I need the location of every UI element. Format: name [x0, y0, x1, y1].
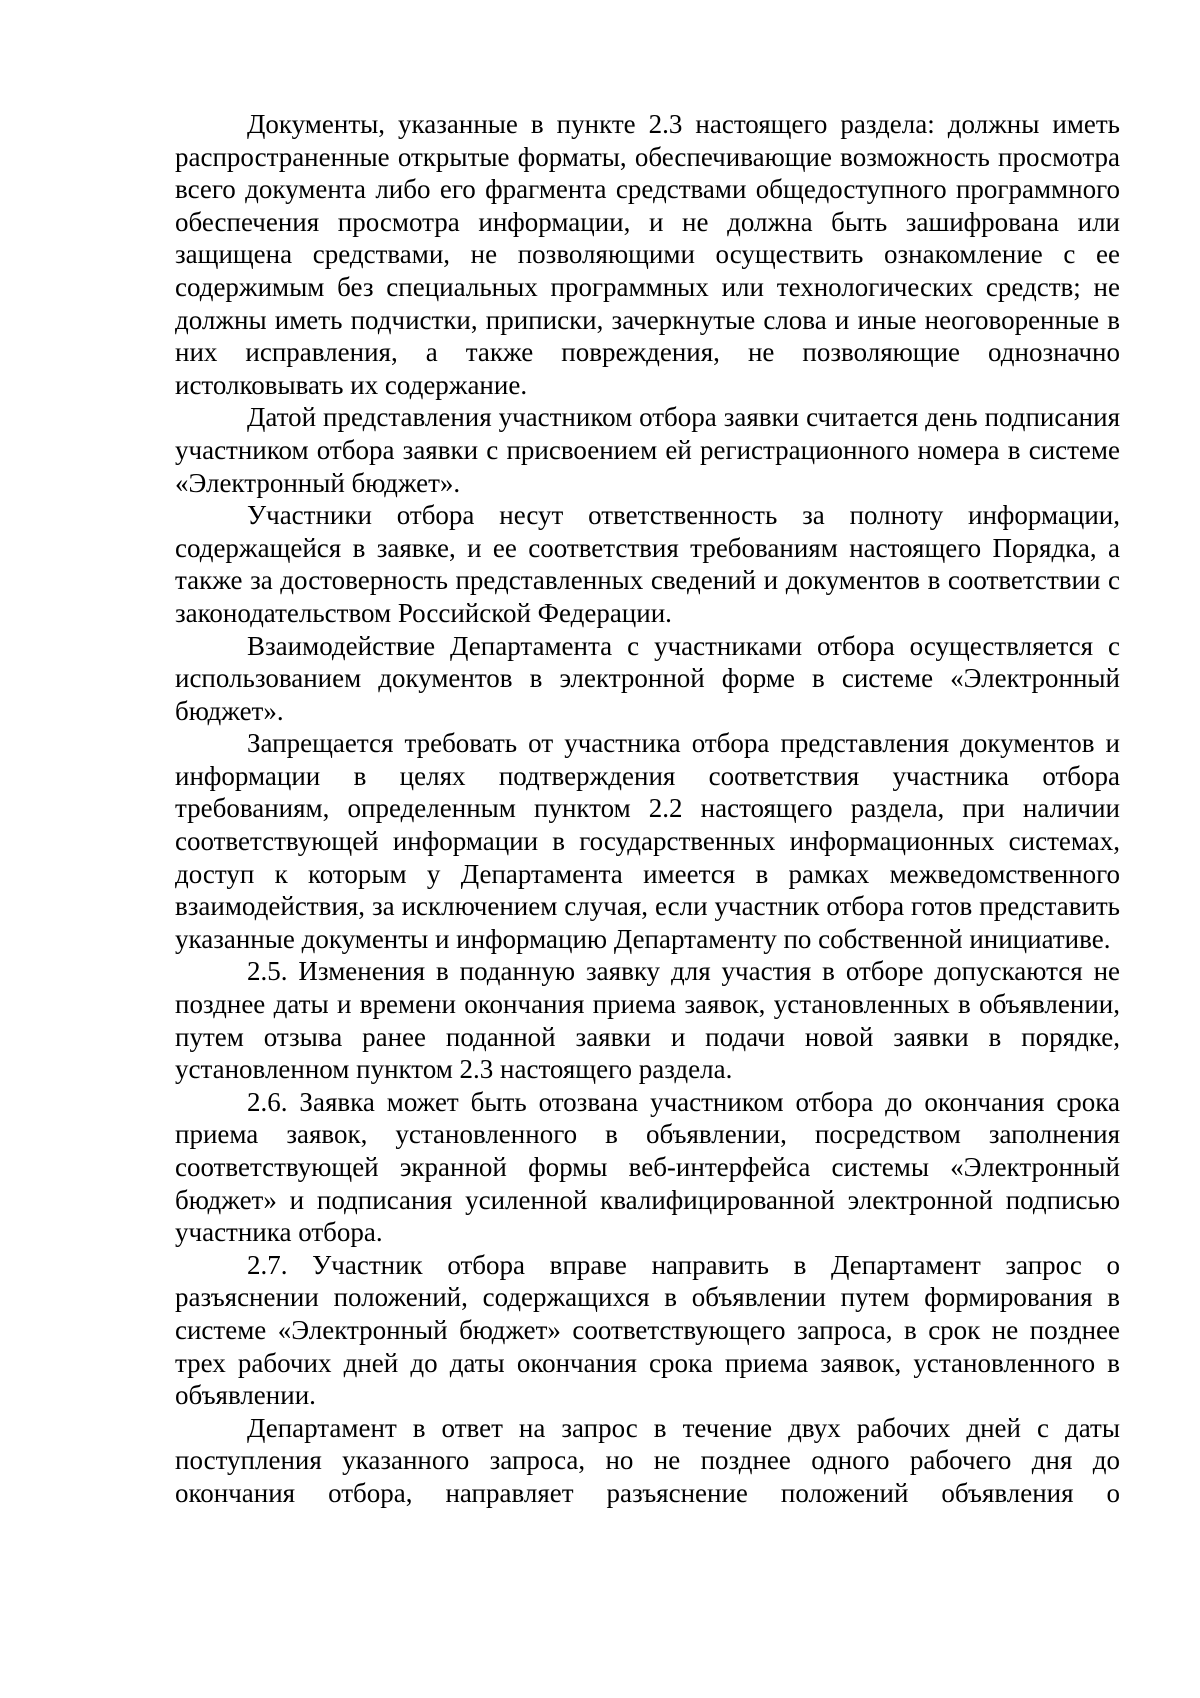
- paragraph-prohibition: Запрещается требовать от участника отбора представления документов и информации в целях подтверждения соответствия участника отбора требованиям, определенным пунктом 2.2 настоящего раздела, при наличии соответствующей информации в государственных информационных системах, доступ к которым у Департамента имеется в рамках межведомственного взаимодействия, за исключением случая, если участник отбора готов представить указанные документы и информацию Департаменту по собственной инициативе.: [175, 728, 1120, 954]
- paragraph-department-response: Департамент в ответ на запрос в течение двух рабочих дней с даты поступления указанного запроса, но не позднее одного рабочего дня до окончания отбора, направляет разъяснение положений объявления о: [175, 1412, 1120, 1508]
- paragraph-documents-format: Документы, указанные в пункте 2.3 настоящего раздела: должны иметь распространенные открытые форматы, обеспечивающие возможность просмотра всего документа либо его фрагмента средствами общедоступного программного обеспечения просмотра информации, и не должна быть зашифрована или защищена средствами, не позволяющими осуществить ознакомление с ее содержимым без специальных программных или технологических средств; не должны иметь подчистки, приписки, зачеркнутые слова и иные неоговоренные в них исправления, а также повреждения, не позволяющие однозначно истолковывать их содержание.: [175, 109, 1120, 400]
- paragraph-2-7-request: 2.7. Участник отбора вправе направить в Департамент запрос о разъяснении положений, содержащихся в объявлении путем формирования в системе «Электронный бюджет» соответствующего запроса, в срок не позднее трех рабочих дней до даты окончания срока приема заявок, установленного в объявлении.: [175, 1249, 1120, 1411]
- paragraph-2-6-withdrawal: 2.6. Заявка может быть отозвана участником отбора до окончания срока приема заявок, установленного в объявлении, посредством заполнения соответствующей экранной формы веб-интерфейса системы «Электронный бюджет» и подписания усиленной квалифицированной электронной подписью участника отбора.: [175, 1086, 1120, 1248]
- document-page: [175, 108, 1120, 1510]
- paragraph-interaction: Взаимодействие Департамента с участниками отбора осуществляется с использованием документов в электронной форме в системе «Электронный бюджет».: [175, 630, 1120, 726]
- paragraph-responsibility: Участники отбора несут ответственность за полноту информации, содержащейся в заявке, и ее соответствия требованиям настоящего Порядка, а также за достоверность представленных сведений и документов в соответствии с законодательством Российской Федерации.: [175, 500, 1120, 628]
- paragraph-submission-date: Датой представления участником отбора заявки считается день подписания участником отбора заявки с присвоением ей регистрационного номера в системе «Электронный бюджет».: [175, 402, 1120, 498]
- paragraph-2-5-changes: 2.5. Изменения в поданную заявку для участия в отборе допускаются не позднее даты и времени окончания приема заявок, установленных в объявлении, путем отзыва ранее поданной заявки и подачи новой заявки в порядке, установленном пунктом 2.3 настоящего раздела.: [175, 956, 1120, 1085]
